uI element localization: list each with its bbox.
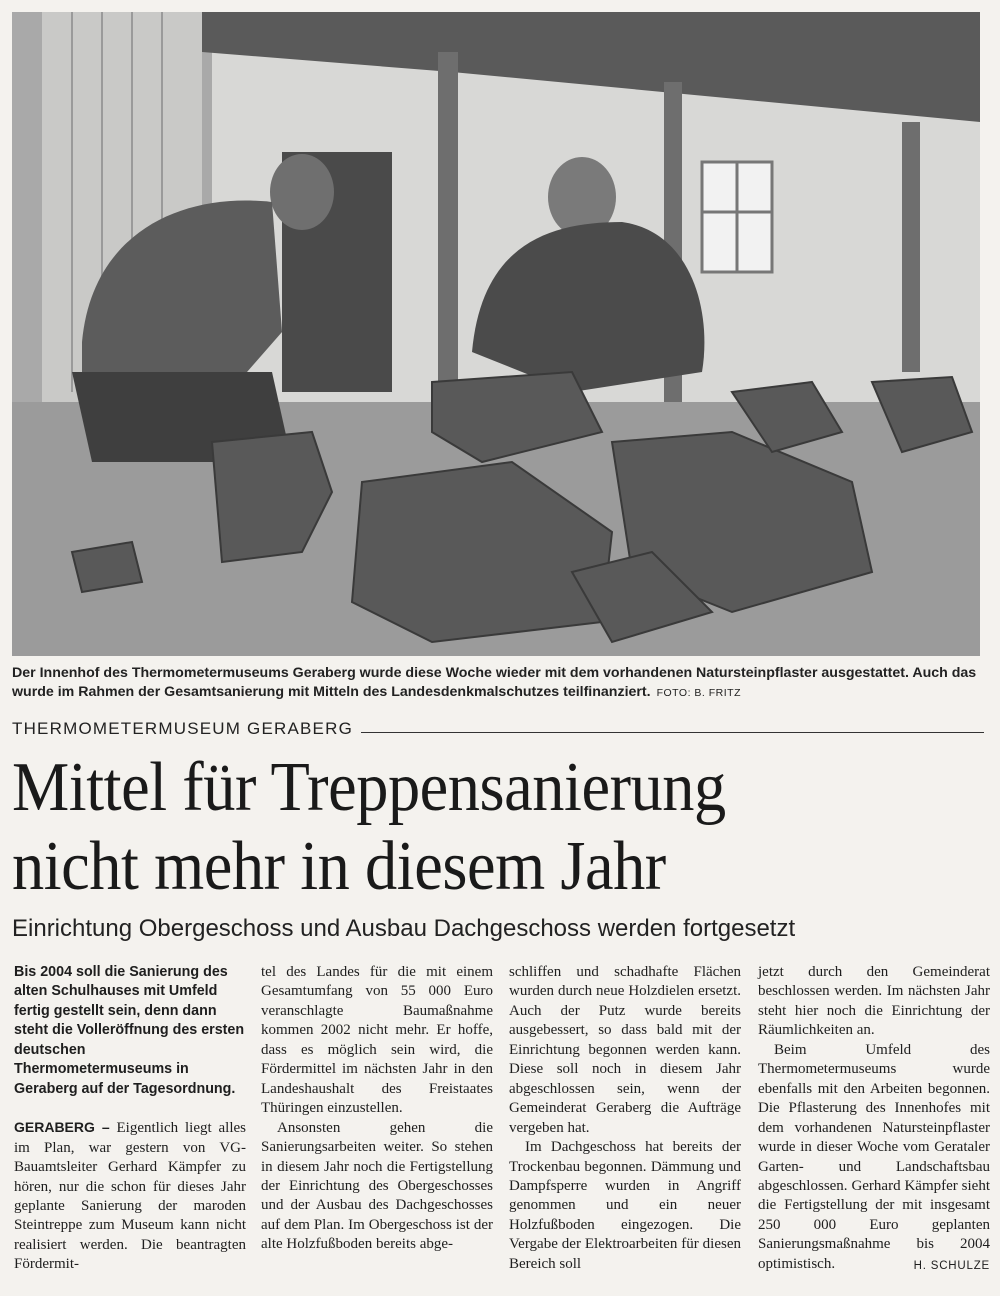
column-3 (509, 963, 741, 1274)
headline-line-2: nicht mehr in diesem Jahr (12, 828, 666, 905)
kicker: THERMOMETERMUSEUM GERABERG (12, 719, 353, 738)
kicker-rule (361, 732, 984, 733)
paragraph-1 (14, 1118, 246, 1275)
column-2-text-a: tel des Landes für die mit einem Gesamtumfang von 55 000 Euro veranschlagte Baumaßnahme kommen 2002 nicht mehr. Er hoffe, dass es möglich sein wird, die Fördermittel im nächsten Jahr in den Landeshaushalt des Freistaates Thüringen einzustellen. (261, 964, 493, 1117)
article-photo (12, 12, 980, 656)
column-4-text-a: jetzt durch den Gemeinderat beschlossen werden. Im nächsten Jahr steht hier noch die Einrichtung der Räumlichkeiten an. (758, 964, 990, 1039)
article-body (14, 963, 990, 1288)
dateline: GERABERG – (14, 1119, 110, 1136)
caption-text: Der Innenhof des Thermometermuseums Geraberg wurde diese Woche wieder mit dem vorhandenen Natursteinpflaster ausgestattet. Auch das wurde im Rahmen der Gesamtsanierung mit Mitteln des Landesdenkmalschutzes teilfinanziert. (12, 665, 977, 700)
headline-line-1: Mittel für Treppensanierung (12, 749, 726, 826)
photo-caption (12, 664, 980, 703)
photo-credit: FOTO: B. FRITZ (656, 687, 741, 699)
column-4 (758, 963, 990, 1276)
column-3-text-a: schliffen und schadhafte Flächen wurden durch neue Holzdielen ersetzt. Auch der Putz wurde bereits ausgebessert, so dass bald mit der Einrichtung begonnen werden kann. Diese soll noch in diesem Jahr abgeschlossen sein, wenn der Gemeinderat Geraberg die Aufträge vergeben hat. (509, 964, 741, 1136)
headline (12, 748, 909, 906)
column-2 (261, 963, 493, 1255)
column-4-text-b (758, 1041, 990, 1274)
column-1 (14, 963, 246, 1275)
photo-illustration (12, 12, 980, 656)
subheadline: Einrichtung Obergeschoss und Ausbau Dachgeschoss werden fortgesetzt (12, 915, 796, 942)
kicker-row (12, 716, 984, 742)
article-lead: Bis 2004 soll die Sanierung des alten Schulhauses mit Umfeld fertig gestellt sein, denn dann steht die Volleröffnung des ersten deutschen Thermometermuseums in Geraberg auf der Tagesordnung. (14, 964, 245, 1097)
column-4-text-b-body: Beim Umfeld des Thermometermuseums wurde ebenfalls mit den Arbeiten begonnen. Die Pflasterung des Innenhofes mit dem vorhandenen Natursteinpflaster wurde in dieser Woche vom Gerataler Garten- und Landschaftsbau abgeschlossen. Gerhard Kämpfer sieht die Fertigstellung der mit insgesamt 250 000 Euro geplanten Sanierungsmaßnahme bis 2004 optimistisch. (758, 1041, 990, 1272)
author-byline: H. SCHULZE (913, 1259, 990, 1272)
paragraph-1-text: Eigentlich liegt alles im Plan, war gestern von VG-Bauamtsleiter Gerhard Kämpfer zu hören, nur die schon für dieses Jahr geplante Sanierung der maroden Steintreppe zum Museum kann nicht realisiert werden. Die beantragten Fördermit- (14, 1120, 246, 1273)
column-3-text-b: Im Dachgeschoss hat bereits der Trockenbau begonnen. Dämmung und Dampfsperre wurden in Angriff genommen und ein neuer Holzfußboden eingezogen. Die Vergabe der Elektroarbeiten für diesen Bereich soll (509, 1139, 741, 1272)
column-2-text-b: Ansonsten gehen die Sanierungsarbeiten weiter. So stehen in diesem Jahr noch die Fertigstellung der Einrichtung des Obergeschosses und der Ausbau des Dachgeschosses auf dem Plan. Im Obergeschoss ist der alte Holzfußboden bereits abge- (261, 1119, 493, 1253)
